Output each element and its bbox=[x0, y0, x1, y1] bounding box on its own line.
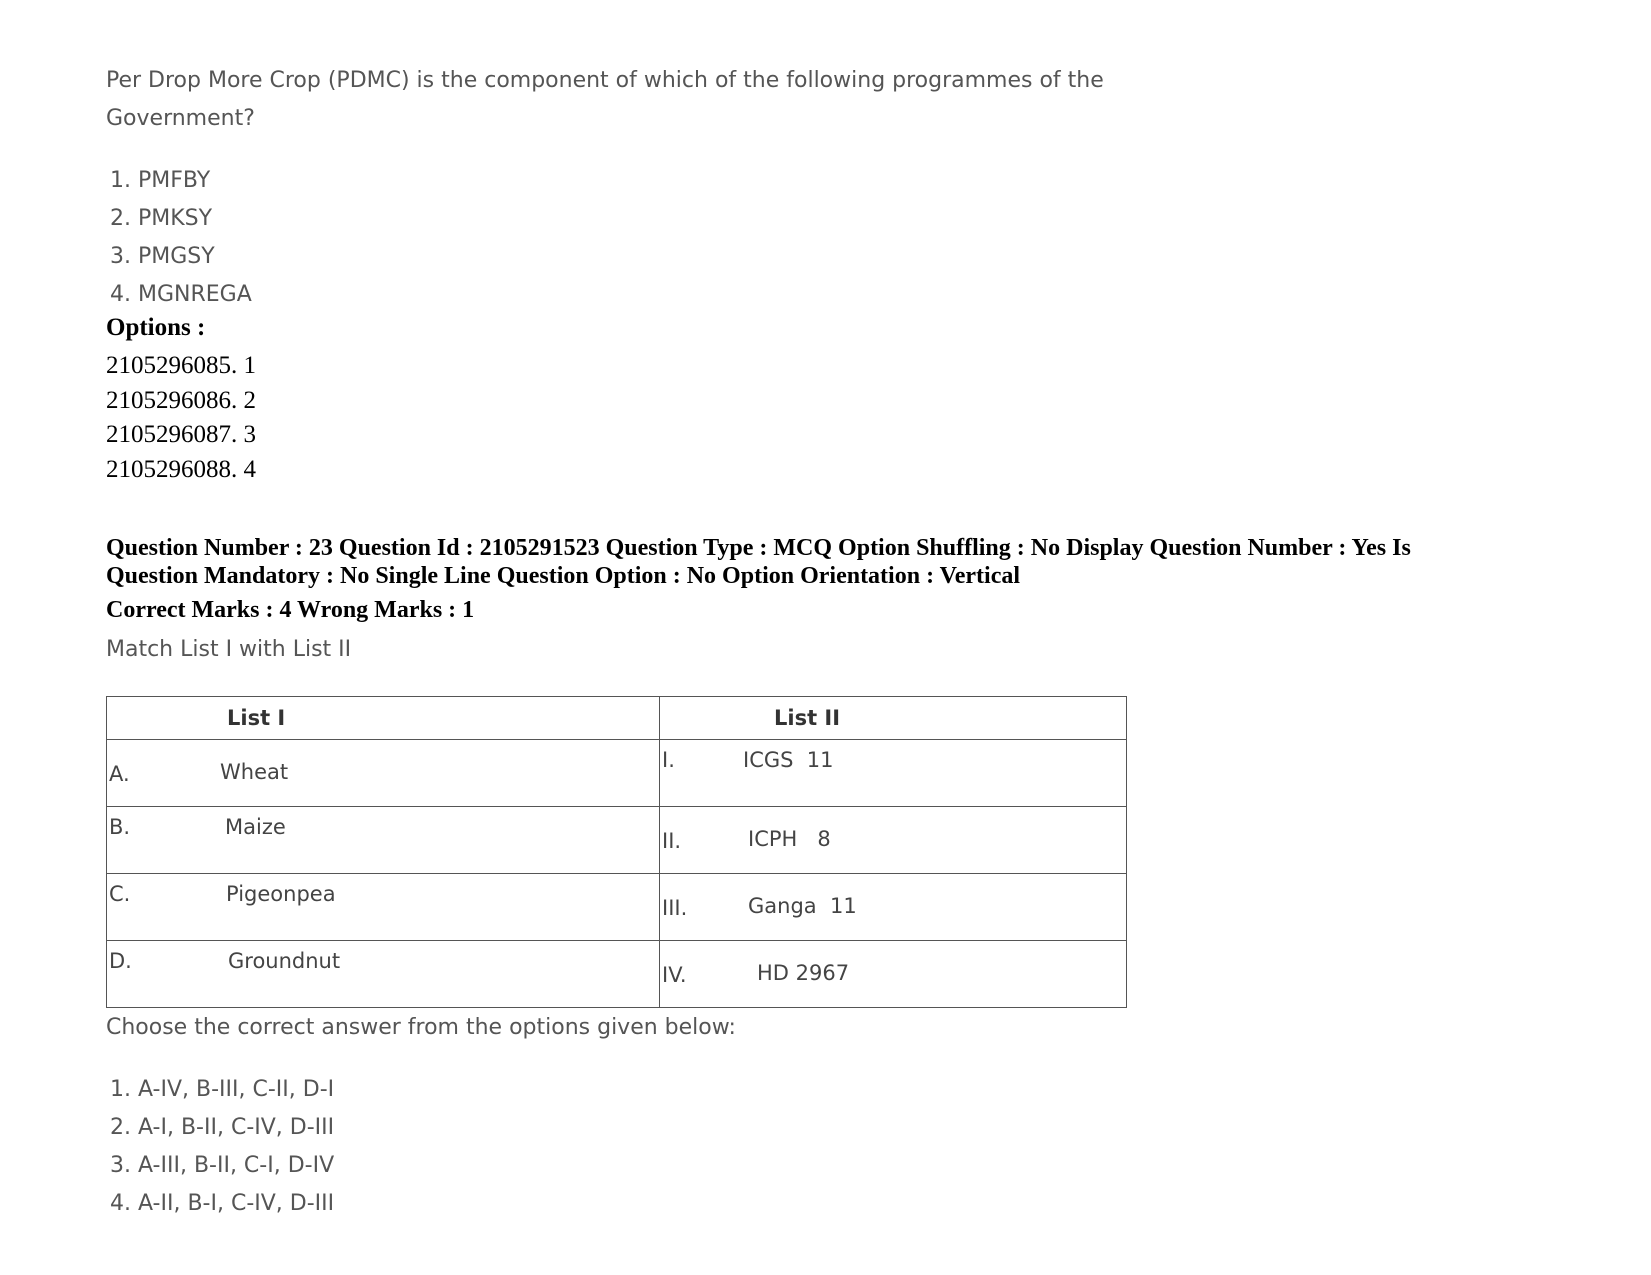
row-roman: III. bbox=[662, 896, 688, 920]
match-table bbox=[106, 696, 1127, 1008]
row-roman: II. bbox=[662, 829, 682, 853]
option-item: 2105296088. 4 bbox=[106, 455, 256, 483]
row-letter: B. bbox=[109, 815, 131, 839]
question-meta-line2: Question Mandatory : No Single Line Question Option : No Option Orientation : Vertical bbox=[106, 563, 1021, 589]
answer-list bbox=[110, 1071, 334, 1223]
question-meta-line1: Question Number : 23 Question Id : 2105291523 Question Type : MCQ Option Shuffling : No Display Question Number : Yes Is bbox=[106, 535, 1411, 561]
list1-cell bbox=[107, 874, 660, 941]
list2-cell bbox=[660, 941, 1127, 1008]
table-row bbox=[107, 740, 1127, 807]
list-item: 1. PMFBY bbox=[110, 168, 211, 193]
crop-name: Groundnut bbox=[228, 949, 341, 973]
variety-name: Ganga 11 bbox=[748, 894, 857, 918]
crop-name: Maize bbox=[225, 815, 286, 839]
list1-cell bbox=[107, 807, 660, 874]
list2-cell bbox=[660, 874, 1127, 941]
list-item: 2. A-I, B-II, C-IV, D-III bbox=[110, 1115, 335, 1140]
crop-name: Pigeonpea bbox=[226, 882, 336, 906]
options-heading: Options : bbox=[106, 314, 206, 341]
list1-cell bbox=[107, 740, 660, 807]
row-letter: A. bbox=[109, 762, 130, 786]
option-item: 2105296085. 1 bbox=[106, 352, 256, 379]
variety-name: ICPH 8 bbox=[748, 827, 831, 851]
list-item: 4. A-II, B-I, C-IV, D-III bbox=[110, 1191, 335, 1216]
question-item-list bbox=[110, 162, 252, 314]
list-item: 4. MGNREGA bbox=[110, 282, 252, 307]
row-roman: I. bbox=[662, 748, 675, 772]
table-row bbox=[107, 874, 1127, 941]
marks-line: Correct Marks : 4 Wrong Marks : 1 bbox=[106, 597, 475, 623]
match-heading: Match List I with List II bbox=[106, 637, 352, 662]
header-list-1: List I bbox=[107, 697, 660, 740]
header-list-2: List II bbox=[660, 697, 1127, 740]
crop-name: Wheat bbox=[220, 760, 289, 784]
variety-name: HD 2967 bbox=[757, 961, 850, 985]
list-item: 3. A-III, B-II, C-I, D-IV bbox=[110, 1153, 335, 1178]
options-list bbox=[106, 349, 256, 487]
row-letter: C. bbox=[109, 882, 131, 906]
list-item: 3. PMGSY bbox=[110, 244, 215, 269]
list2-cell bbox=[660, 807, 1127, 874]
row-letter: D. bbox=[109, 949, 132, 973]
list-item: 2. PMKSY bbox=[110, 206, 213, 231]
question-text-line2: Government? bbox=[106, 106, 255, 131]
question-text-line1: Per Drop More Crop (PDMC) is the component of which of the following programmes of the bbox=[106, 68, 1104, 93]
list1-cell bbox=[107, 941, 660, 1008]
choose-instruction: Choose the correct answer from the options given below: bbox=[106, 1015, 736, 1040]
row-roman: IV. bbox=[662, 963, 687, 987]
table-row bbox=[107, 941, 1127, 1008]
list2-cell bbox=[660, 740, 1127, 807]
list-item: 1. A-IV, B-III, C-II, D-I bbox=[110, 1077, 335, 1102]
variety-name: ICGS 11 bbox=[743, 748, 834, 772]
table-row bbox=[107, 807, 1127, 874]
option-item: 2105296087. 3 bbox=[106, 421, 256, 448]
table-header-row bbox=[107, 697, 1127, 740]
option-item: 2105296086. 2 bbox=[106, 386, 256, 414]
